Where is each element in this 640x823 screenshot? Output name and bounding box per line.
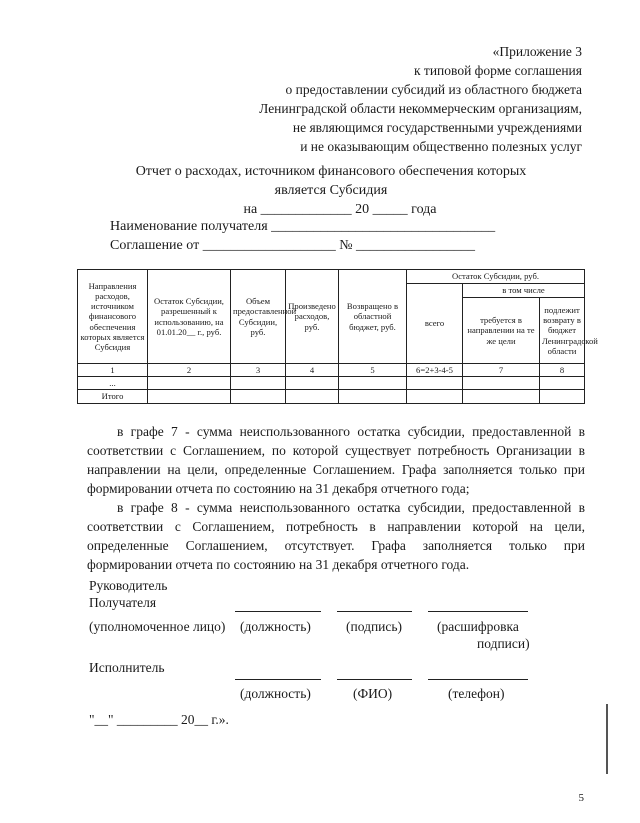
label-fio: (ФИО) <box>353 686 393 701</box>
col-header-remaining: Остаток Субсидии, разрешенный к использованию, на 01.01.20__ г., руб. <box>148 270 231 364</box>
label-authorized: (уполномоченное лицо) <box>89 619 226 634</box>
agreement-line: Соглашение от ___________________ № _________________ <box>110 238 476 253</box>
label-executor-position: (должность) <box>240 686 311 701</box>
page-number: 5 <box>578 792 584 804</box>
table-cell <box>407 390 463 403</box>
appendix-header <box>259 42 582 156</box>
label-position: (должность) <box>240 619 311 634</box>
col-number: 1 <box>78 364 148 377</box>
col-number: 8 <box>540 364 585 377</box>
appendix-line: о предоставлении субсидий из областного бюджета <box>285 82 582 97</box>
table-cell <box>148 377 231 390</box>
table-cell <box>286 390 339 403</box>
paragraph-column-8: в графе 8 - сумма неиспользованного остатка субсидии, предоставленной в соответствии с Соглашением, потребность в направлении которой на цели, определенные Соглашением, отсутствует. Графа заполняется только при формировании отчета по состоянию на 31 декабря отчетного года. <box>87 500 585 572</box>
col-header-volume: Объем предоставленной Субсидии, руб. <box>231 270 286 364</box>
col-header-to-return: подлежит возврату в бюджет Ленинградской области <box>540 298 585 364</box>
label-decoding: (расшифровка <box>437 619 519 634</box>
executor-position-blank <box>235 679 321 680</box>
signature-blank <box>337 611 412 612</box>
row-total: Итого <box>78 390 148 403</box>
appendix-line: к типовой форме соглашения <box>414 63 582 78</box>
table-cell <box>339 377 407 390</box>
table-cell <box>463 390 540 403</box>
table-row <box>78 377 585 390</box>
col-header-total: всего <box>407 284 463 364</box>
table-cell <box>339 390 407 403</box>
label-sign: (подпись) <box>346 619 403 634</box>
title-line-2: является Субсидия <box>274 183 388 198</box>
table-cell <box>540 390 585 403</box>
title-line-1: Отчет о расходах, источником финансового обеспечения которых <box>135 164 527 179</box>
table-cell <box>231 390 286 403</box>
table-cell <box>148 390 231 403</box>
col-number: 2 <box>148 364 231 377</box>
col-number: 4 <box>286 364 339 377</box>
executor-phone-blank <box>428 679 528 680</box>
margin-mark <box>606 704 608 774</box>
decoding-blank <box>428 611 528 612</box>
group-header-remaining: Остаток Субсидии, руб. <box>407 270 585 284</box>
title-date-line: на _____________ 20 _____ года <box>243 202 437 217</box>
table-cell <box>286 377 339 390</box>
report-table <box>77 269 598 404</box>
col-number: 6=2+3-4-5 <box>407 364 463 377</box>
label-head: Руководитель <box>89 578 168 593</box>
table-row <box>78 390 585 403</box>
appendix-line: и не оказывающим общественно полезных услуг <box>300 139 582 154</box>
row-dots: ... <box>78 377 148 390</box>
label-executor: Исполнитель <box>89 660 165 675</box>
label-recipient: Получателя <box>89 595 157 610</box>
table-row <box>78 364 585 377</box>
table-cell <box>540 377 585 390</box>
subgroup-including: в том числе <box>463 284 585 298</box>
recipient-line: Наименование получателя ________________________________ <box>110 219 496 234</box>
table-cell <box>231 377 286 390</box>
appendix-line: «Приложение 3 <box>492 44 582 59</box>
table-cell <box>407 377 463 390</box>
appendix-line: не являющимся государственными учреждениями <box>292 120 582 135</box>
col-header-directions: Направления расходов, источником финансового обеспечения которых является Субсидия <box>78 270 148 364</box>
col-header-needed: требуется в направлении на те же цели <box>463 298 540 364</box>
date-line: "__" _________ 20__ г.». <box>89 712 229 727</box>
paragraph-column-7: в графе 7 - сумма неиспользованного остатка субсидии, предоставленной в соответствии с Соглашением, по которой существует потребность Организации в направлении на цели, определенные Соглашением. Графа заполняется только при формировании отчета по состоянию на 31 декабря отчетного года; <box>87 424 585 496</box>
col-header-returned: Возвращено в областной бюджет, руб. <box>339 270 407 364</box>
report-title <box>0 162 640 219</box>
label-decoding-2: подписи) <box>477 636 530 651</box>
label-phone: (телефон) <box>448 686 505 701</box>
position-blank <box>235 611 321 612</box>
executor-fio-blank <box>337 679 412 680</box>
table-cell <box>463 377 540 390</box>
col-number: 3 <box>231 364 286 377</box>
col-number: 5 <box>339 364 407 377</box>
col-number: 7 <box>463 364 540 377</box>
appendix-line: Ленинградской области некоммерческим организациям, <box>259 101 582 116</box>
col-header-spent: Произведено расходов, руб. <box>286 270 339 364</box>
